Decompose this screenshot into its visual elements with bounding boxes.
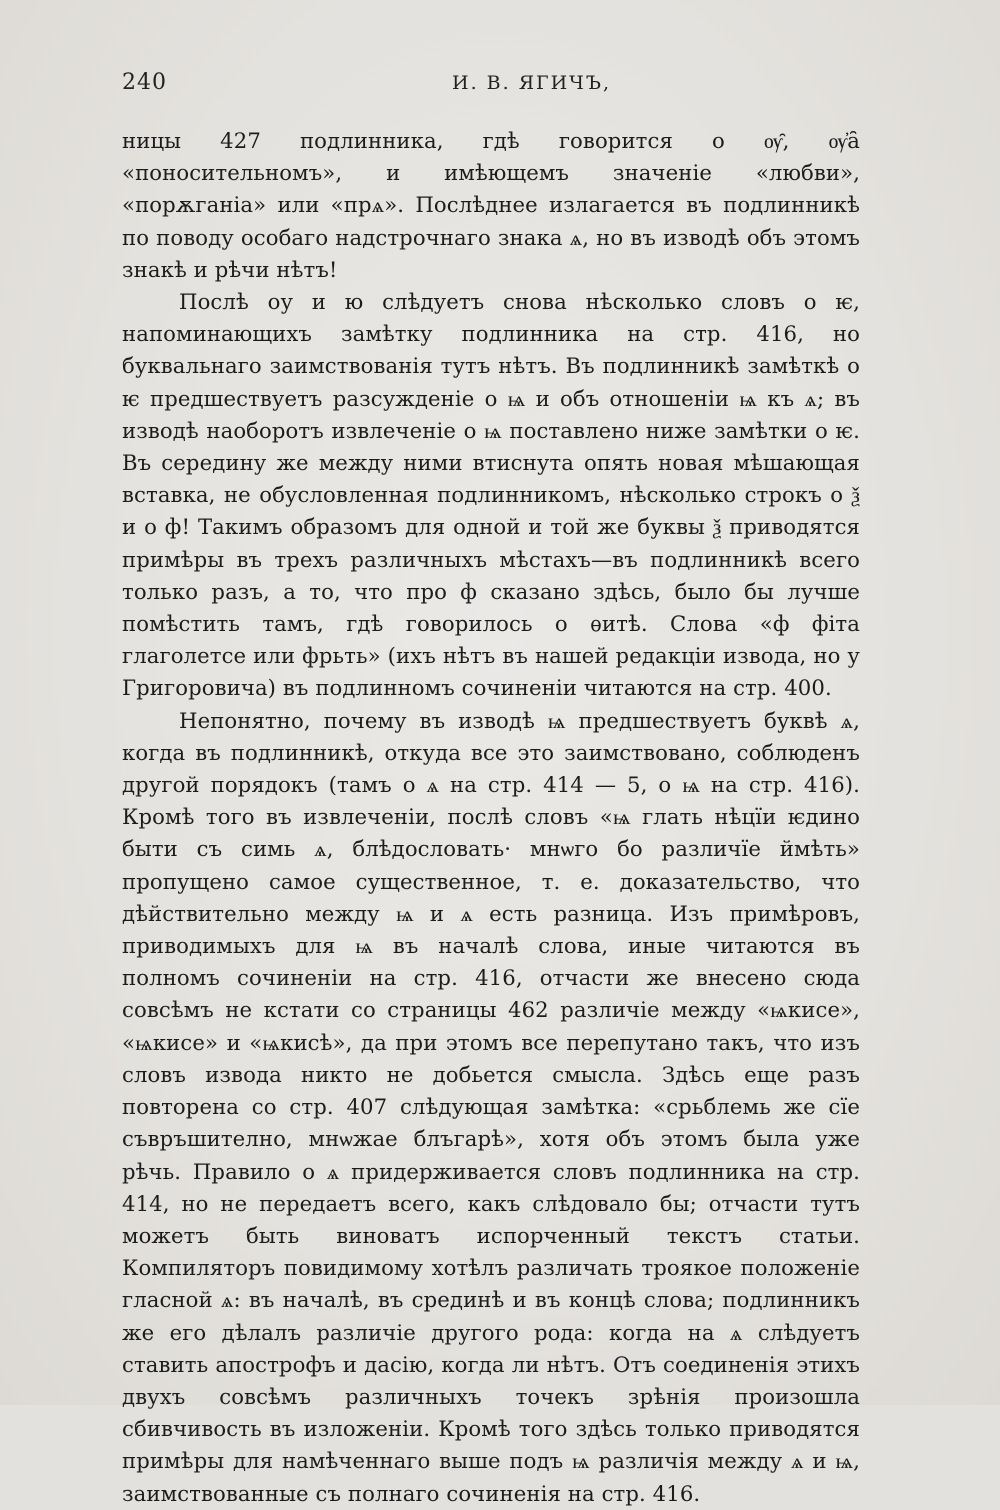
page-header [122,70,862,104]
paragraph-continued: ницы 427 подлинника, гдѣ говорится о ѹ̑, ѹ҆а̑ «поносительномъ», и имѣющемъ значеніе «любви», «порѫганіа» или «прѧ». Послѣднее излагается въ подлинникѣ по поводу особаго надстрочнаго знака ѧ, но въ изводѣ объ этомъ знакѣ и рѣчи нѣтъ! [122,128,860,282]
paragraph-order-of-letters: Непонятно, почему въ изводѣ ѩ предшествуетъ буквѣ ѧ, когда въ подлинникѣ, откуда все это заимствовано, соблюденъ другой порядокъ (тамъ о ѧ на стр. 414 — 5, о ѩ на стр. 416). Кромѣ того въ извлеченіи, послѣ словъ «ѩ глать нѣцїи ѥдино быти съ симь ѧ, блѣдословать· мнѡго бо различїе ймѣть» пропущено самое существенное, т. е. доказательство, что дѣйствительно между ѩ и ѧ есть разница. Изъ примѣровъ, приводимыхъ для ѩ въ началѣ слова, иные читаются въ полномъ сочиненіи на стр. 416, отчасти же внесено сюда совсѣмъ не кстати со страницы 462 различіе между «ѩкисе», «ѩкисе» и «ѩкисѣ», да при этомъ все перепутано такъ, что изъ словъ извода никто не добьется смысла. Здѣсь еще разъ повторена со стр. 407 слѣдующая замѣтка: «срьблемь же сїе съвръшително, мнѡжае блъгарѣ», хотя объ этомъ была уже рѣчь. Правило о ѧ придерживается словъ подлинника на стр. 414, но не передаетъ всего, какъ слѣдовало бы; отчасти тутъ можетъ быть виноватъ испорченный текстъ статьи. Компиляторъ повидимому хотѣлъ различать троякое положеніе гласной ѧ: въ началѣ, въ срединѣ и въ концѣ слова; подлинникъ же его дѣлалъ различіе другого рода: когда на ѧ слѣдуетъ ставить апострофъ и дасію, когда ли нѣтъ. Отъ соединенія этихъ двухъ совсѣмъ различныхъ точекъ зрѣнія произошла сбивчивость въ изложеніи. Кромѣ того здѣсь только приводятся примѣры для намѣченнаго выше подъ ѩ различія между ѧ и ѩ, заимствованные съ полнаго сочиненія на стр. 416. [122,707,860,1506]
paragraph-after-ou-yu: Послѣ оу и ю слѣдуетъ снова нѣсколько словъ о ѥ, напоминающихъ замѣтку подлинника на стр. 416, но буквальнаго заимствованія тутъ нѣтъ. Въ подлинникѣ замѣткѣ о ѥ предшествуетъ разсужденіе о ѩ и объ отношеніи ѩ къ ѧ; въ изводѣ наоборотъ извлеченіе о ѩ поставлено ниже замѣтки о ѥ. Въ середину же между ними втиснута опять новая мѣшающая вставка, не обусловленная подлинникомъ, нѣсколько строкъ о ѯ и о ф! Такимъ образомъ для одной и той же буквы ѯ приводятся примѣры въ трехъ различныхъ мѣстахъ—въ подлинникѣ всего только разъ, а то, что про ф сказано здѣсь, было бы лучше помѣстить тамъ, гдѣ говорилось о ѳитѣ. Слова «ф фіта глаголетсе или фрьть» (ихъ нѣтъ въ нашей редакціи извода, но у Григоровича) въ подлинномъ сочиненіи читаются на стр. 400. [122,289,860,701]
page-number: 240 [122,70,167,95]
running-title: И. В. ЯГИЧЪ, [452,72,612,94]
page-body [122,125,860,1510]
